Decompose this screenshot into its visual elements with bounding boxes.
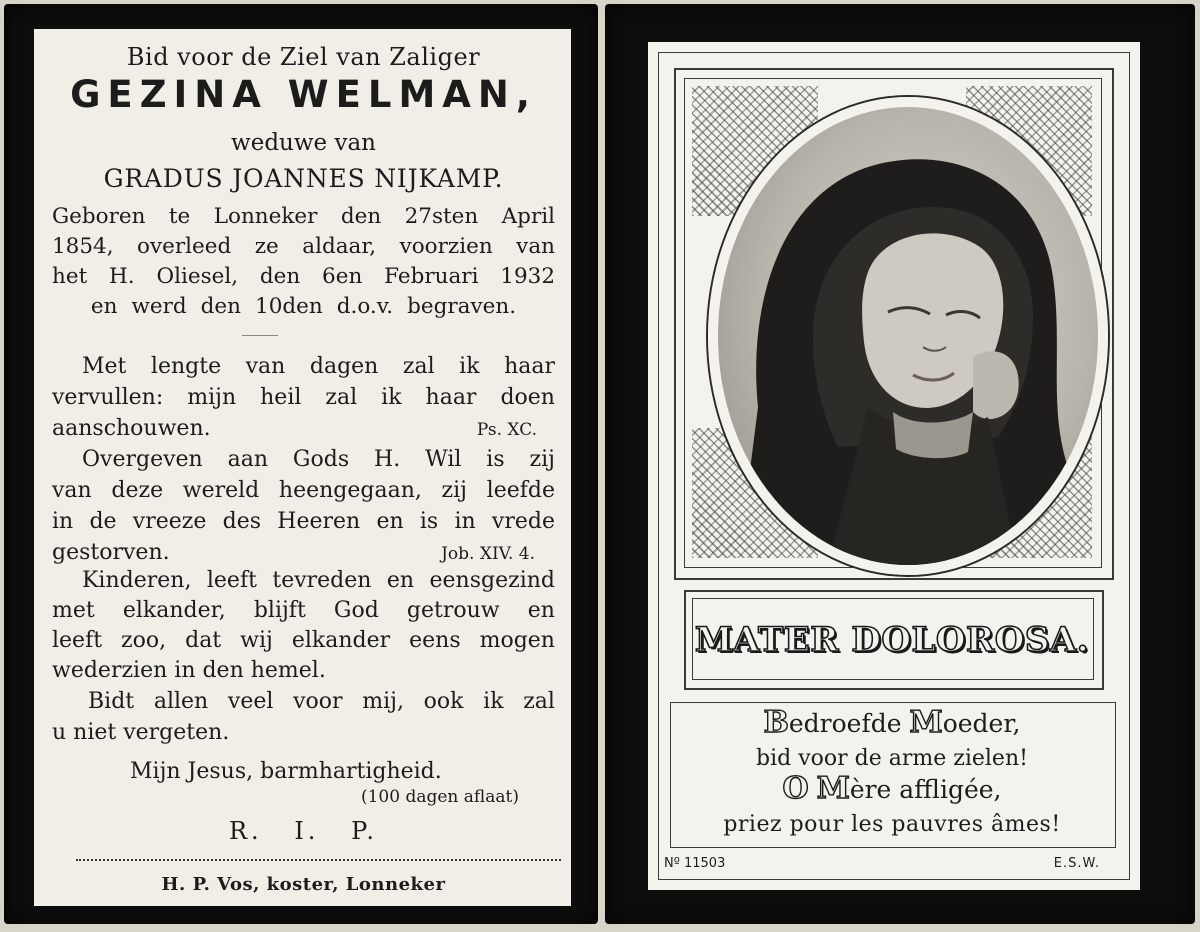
word: ik (459, 354, 480, 379)
word: 27sten (404, 204, 479, 229)
word: eens (409, 628, 461, 653)
word: Kinderen, (82, 568, 192, 593)
word: vrede (491, 509, 555, 534)
word: heil (260, 385, 302, 410)
verse-line (52, 385, 555, 410)
word: zij (529, 447, 555, 472)
word: den (340, 204, 382, 229)
image-title: MATER DOLOROSA. (694, 620, 1090, 660)
word: ik (483, 689, 504, 714)
word: April (501, 204, 555, 229)
verse-source: Ps. XC. (476, 420, 537, 440)
card-number: Nº 11503 (664, 856, 726, 871)
word: lengte (150, 354, 222, 379)
word: Februari (384, 264, 479, 289)
prayer-text: ère affligée, (849, 775, 1002, 804)
word: Geboren (52, 204, 146, 229)
word: Oliesel, (156, 264, 239, 289)
rip-line (52, 817, 555, 845)
word: wereld (182, 478, 260, 503)
verse-line (52, 354, 555, 379)
word: de (89, 509, 117, 534)
word: heengegaan, (278, 478, 422, 503)
word: mogen (479, 628, 555, 653)
word: zal (523, 689, 555, 714)
memorial-card-text (4, 4, 598, 924)
word: mij, (362, 689, 404, 714)
word: leefde (486, 478, 555, 503)
bio-line (52, 264, 555, 289)
rip-letter: I. (294, 817, 320, 845)
intro-line: Bid voor de Ziel van Zaliger (126, 43, 481, 71)
word: elkander (291, 628, 391, 653)
prayer-line: priez pour les pauvres âmes! (723, 812, 1061, 837)
verse-line (52, 416, 555, 441)
word: vreeze (132, 509, 207, 534)
printer-credit: H. P. Vos, koster, Lonneker (161, 874, 446, 895)
word: eensgezind (429, 568, 555, 593)
word: 6en (322, 264, 363, 289)
word: H. (109, 264, 135, 289)
word: haar (504, 354, 555, 379)
indulgence-note: (100 dagen aflaat) (360, 787, 519, 807)
bio-line (52, 234, 555, 259)
word: den (259, 264, 301, 289)
word: begraven. (407, 294, 517, 319)
word: ze (254, 234, 279, 259)
word: veel (227, 689, 274, 714)
verse-line (52, 568, 555, 593)
ornamental-initial: O (782, 771, 809, 806)
word: God (333, 598, 379, 623)
word: dat (185, 628, 222, 653)
ornamental-initial: M (816, 771, 850, 806)
word: 10den (255, 294, 323, 319)
word: Bidt (88, 689, 135, 714)
verse-line (52, 447, 555, 472)
divider (242, 335, 278, 336)
word: ook (423, 689, 464, 714)
word: allen (153, 689, 209, 714)
word: des (222, 509, 262, 534)
word: van (52, 478, 92, 503)
word: elkander, (122, 598, 226, 623)
word: getrouw (406, 598, 500, 623)
word: voor (293, 689, 343, 714)
word: het (52, 264, 88, 289)
closing-prayer: Mijn Jesus, barmhartigheid. (130, 759, 442, 784)
word: Met (82, 354, 127, 379)
bio-line (52, 204, 555, 229)
verse-text: gestorven. (52, 540, 170, 565)
word: aldaar, (302, 234, 377, 259)
word: Overgeven (82, 447, 203, 472)
prayer-text (809, 775, 817, 804)
deceased-name: GEZINA WELMAN, (70, 73, 537, 116)
widow-of-line: weduwe van (231, 130, 376, 156)
word: Wil (425, 447, 462, 472)
verse-line (52, 540, 555, 565)
word: en (90, 294, 118, 319)
bio-line (52, 294, 555, 319)
word: en (386, 568, 415, 593)
verse-line (52, 689, 555, 714)
word: H. (374, 447, 401, 472)
word: doen (500, 385, 555, 410)
prayer-text: oeder, (942, 709, 1021, 738)
word: deze (111, 478, 164, 503)
word: den (200, 294, 242, 319)
word: werd (131, 294, 187, 319)
word: te (168, 204, 191, 229)
word: leeft (52, 628, 103, 653)
word: mijn (187, 385, 237, 410)
verse-line (52, 478, 555, 503)
prayer-line: bid voor de arme zielen! (756, 746, 1028, 771)
word: wij (240, 628, 273, 653)
word: zal (402, 354, 435, 379)
word: Lonneker (213, 204, 318, 229)
word: zal (325, 385, 358, 410)
verse-line: u niet vergeten. (52, 720, 230, 745)
word: in (454, 509, 476, 534)
rip-letter: R. (228, 817, 263, 845)
word: voorzien (399, 234, 493, 259)
word: en (527, 598, 555, 623)
word: d.o.v. (336, 294, 394, 319)
portrait-drawing (718, 107, 1098, 565)
word: Gods (292, 447, 350, 472)
image-panel (648, 42, 1140, 890)
word: 1932 (500, 264, 555, 289)
word: dagen (309, 354, 379, 379)
word: ik (381, 385, 402, 410)
verse-line (52, 628, 555, 653)
word: Heeren (277, 509, 361, 534)
word: zoo, (121, 628, 167, 653)
word: met (52, 598, 95, 623)
word: is (419, 509, 439, 534)
verse-line (52, 598, 555, 623)
mater-dolorosa-portrait (708, 97, 1108, 575)
word: is (486, 447, 505, 472)
memorial-card-image (605, 4, 1195, 924)
ornamental-initial: B (763, 705, 789, 740)
prayer-line (670, 771, 1114, 806)
word: zij (441, 478, 467, 503)
word: vervullen: (52, 385, 164, 410)
word: van (245, 354, 286, 379)
word: tevreden (272, 568, 372, 593)
dotted-divider (76, 859, 561, 861)
word: haar (425, 385, 477, 410)
prayer-text: edroefde (788, 709, 910, 738)
word: leeft (206, 568, 257, 593)
husband-name: GRADUS JOANNES NIJKAMP. (103, 164, 504, 193)
prayer-line (670, 705, 1114, 740)
word: blijft (253, 598, 306, 623)
verse-text: aanschouwen. (52, 416, 211, 441)
word: overleed (137, 234, 232, 259)
word: in (52, 509, 74, 534)
word: en (376, 509, 404, 534)
word: 1854, (52, 234, 114, 259)
verse-source: Job. XIV. 4. (441, 544, 535, 564)
rip-letter: P. (351, 817, 378, 845)
publisher-mark: E.S.W. (1053, 856, 1100, 871)
ornamental-initial: M (909, 705, 943, 740)
word: aan (227, 447, 269, 472)
verse-line: wederzien in den hemel. (52, 658, 326, 683)
verse-line (52, 509, 555, 534)
word: van (516, 234, 555, 259)
text-panel (34, 29, 571, 906)
